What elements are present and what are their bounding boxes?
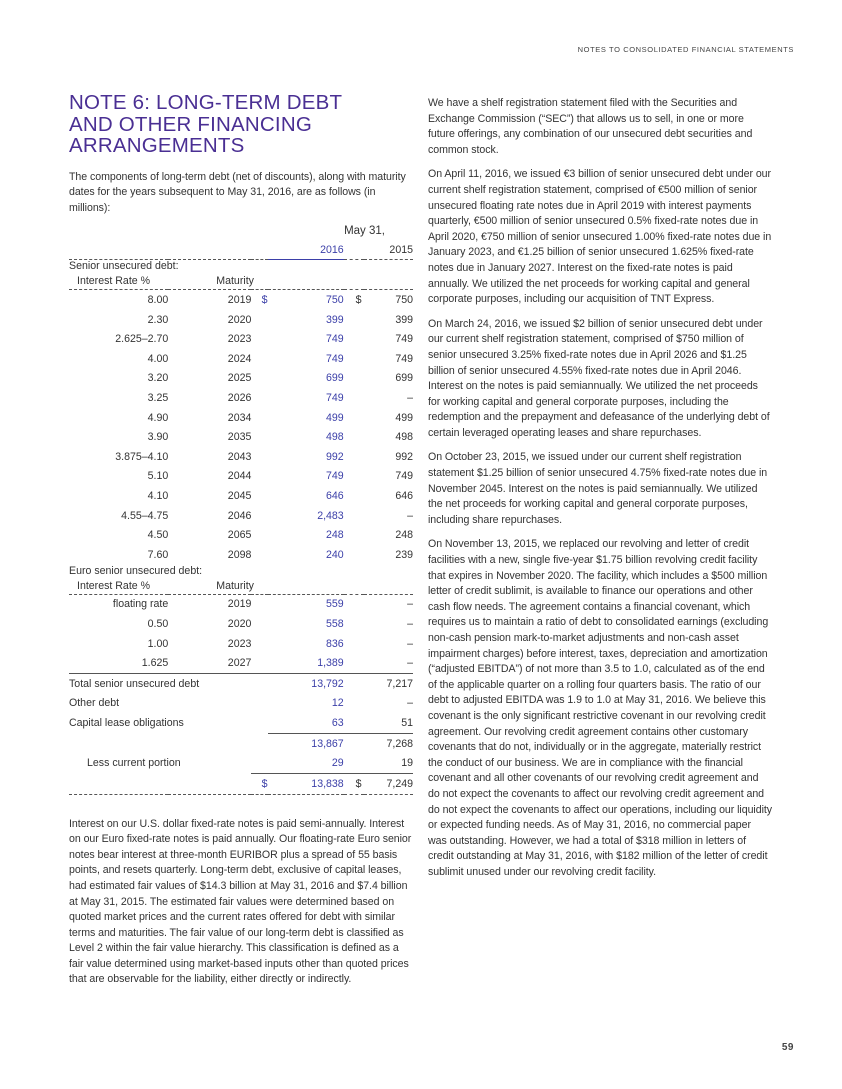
value-2016-cell: 749	[326, 470, 344, 483]
value-2015-cell: –	[407, 657, 413, 670]
senior-debt-row	[69, 349, 413, 369]
net-debt-2016: 13,838	[268, 773, 344, 794]
dollar-sign-2015	[344, 525, 365, 545]
april-issuance-paragraph: On April 11, 2016, we issued €3 billion of senior unsecured debt under our current shelf registration statement, comprised of €500 million of senior unsecured floating rate notes due in April 2019 with interest payments quarterly, €500 million of senior unsecured 0.5% fixed-rate notes due in April 2020, €750 million of senior unsecured 1.00% fixed-rate notes due in January 2023, and €1.25 billion of senior unsecured 1.625% fixed-rate notes due in January 2027. Interest on the fixed-rate notes is paid annually. We utilized the net proceeds for working capital and general corporate purposes, including our acquisition of TNT Express.	[428, 168, 772, 306]
dollar-sign-2016	[251, 427, 267, 447]
value-2015-cell: 992	[395, 450, 413, 463]
current-portion-2015: 19	[401, 757, 413, 770]
intro-paragraph: The components of long-term debt (net of discounts), along with maturity dates for the years subsequent to May 31, 2016, are as follows (in millions):	[69, 170, 406, 214]
value-2016-cell: 2,483	[317, 509, 344, 522]
maturity-cell: 2043	[227, 450, 252, 463]
capital-lease-label: Capital lease obligations	[69, 717, 184, 730]
interest-rate-cell: 4.00	[147, 352, 169, 365]
dollar-sign-2016: $	[251, 773, 267, 794]
other-debt-2015: –	[407, 697, 413, 710]
maturity-cell: 2045	[227, 490, 252, 503]
value-2015-cell: –	[407, 509, 413, 522]
dollar-sign-2015	[344, 310, 365, 330]
dollar-sign-2015	[344, 653, 365, 673]
senior-debt-row	[69, 427, 413, 447]
march-issuance-paragraph: On March 24, 2016, we issued $2 billion of senior unsecured debt under our current shelf registration statement, comprised of $750 million of senior unsecured 3.25% fixed-rate notes due in April 2026 and $1.25 billion of senior unsecured 4.55% fixed-rate notes due in April 2046. Interest on the notes is paid semiannually. We utilized the net proceeds for working capital and general corporate purposes, including the redemption and the prepayment and defeasance of the underlying debt of certain leveraged operating leases and share repurchases.	[428, 317, 770, 439]
maturity-cell: 2023	[227, 637, 252, 650]
dollar-sign-2016	[251, 486, 267, 506]
value-2015-cell: –	[407, 598, 413, 611]
dollar-sign-2015	[344, 467, 365, 487]
dollar-sign-2016	[251, 594, 267, 614]
dollar-sign-2015: $	[344, 773, 365, 794]
value-2016-cell: 248	[326, 529, 344, 542]
current-portion-row	[69, 753, 413, 773]
value-2015-cell: 399	[395, 313, 413, 326]
senior-debt-row	[69, 545, 413, 565]
maturity-cell: 2034	[227, 411, 252, 424]
total-senior-2016: 13,792	[268, 673, 344, 693]
dollar-sign-2015	[344, 408, 365, 428]
other-debt-row	[69, 694, 413, 714]
dollar-sign-2015	[344, 447, 365, 467]
maturity-cell: 2020	[227, 313, 252, 326]
value-2015-cell: 749	[395, 470, 413, 483]
long-term-debt-table	[69, 221, 413, 794]
euro-debt-row	[69, 634, 413, 654]
interest-rate-cell: floating rate	[112, 598, 169, 611]
euro-debt-row	[69, 614, 413, 634]
senior-debt-row	[69, 329, 413, 349]
maturity-cell: 2025	[227, 372, 252, 385]
value-2015-cell: 248	[395, 529, 413, 542]
note-title-line-1: NOTE 6: LONG-TERM DEBT	[69, 91, 343, 114]
interest-rate-cell: 4.90	[147, 411, 169, 424]
net-long-term-debt-row	[69, 773, 413, 794]
interest-rate-cell: 3.875–4.10	[115, 450, 169, 463]
dollar-sign-2015: $	[355, 294, 362, 307]
euro-debt-row	[69, 594, 413, 614]
maturity-cell: 2098	[227, 548, 252, 561]
value-2016-cell: 836	[326, 637, 344, 650]
left-column	[69, 92, 413, 988]
october-issuance-paragraph: On October 23, 2015, we issued under our current shelf registration statement $1.25 billion of senior unsecured 4.75% fixed-rate notes due in November 2045. Interest on the notes is paid semiannually. We utilized the net proceeds for working capital and general corporate purposes, including share repurchases.	[428, 451, 768, 526]
other-debt-label: Other debt	[69, 697, 120, 710]
dollar-sign-2016	[251, 388, 267, 408]
interest-rate-cell: 8.00	[147, 294, 169, 307]
credit-facility-paragraph: On November 13, 2015, we replaced our revolving and letter of credit facilities with a new, single five-year $1.75 billion revolving credit facility that expires in November 2020. The facility, which includes a $500 million letter of credit sublimit, is available to finance our operations and other cash flow needs. The agreement contains a financial covenant, which requires us to maintain a ratio of debt to consolidated earnings (excluding non-cash pension mark-to-market adjustments and non-cash asset impairment charges) before interest, taxes, depreciation and amortization (“adjusted EBITDA”) of not more than 3.5 to 1.0, calculated as of the end of the applicable quarter on a rolling four quarters basis. The ratio of our debt to adjusted EBITDA was 1.9 to 1.0 at May 31, 2016. We believe this covenant is the only significant restrictive covenant in our revolving credit agreement. Our revolving credit agreement contains other customary covenants that do not, individually or in the aggregate, materially restrict the conduct of our business. We are in compliance with the financial covenant and all other covenants of our revolving credit agreement and do not expect the covenants to affect our revolving credit agreement and do not expect the covenants to affect our operations, including our liquidity or expected funding needs. As of May 31, 2016, no commercial paper was outstanding. However, we had a total of $318 million in letters of credit outstanding at May 31, 2016, with $182 million of the letter of credit sublimit unused under our revolving credit facility.	[428, 538, 773, 878]
maturity-cell: 2035	[227, 431, 252, 444]
maturity-cell: 2019	[227, 294, 252, 307]
net-debt-2015: 7,249	[364, 773, 413, 794]
maturity-cell: 2020	[227, 617, 252, 630]
value-2016-cell: 749	[326, 352, 344, 365]
year-2015-header: 2015	[344, 241, 413, 260]
maturity-cell: 2044	[227, 470, 252, 483]
senior-debt-row	[69, 486, 413, 506]
rate-column-header: Interest Rate %	[69, 273, 168, 290]
euro-debt-row	[69, 653, 413, 673]
shelf-registration-paragraph: We have a shelf registration statement filed with the Securities and Exchange Commission (“SEC”) that allows us to sell, in one or more future offerings, any combination of our unsecured debt securities and common stock.	[428, 97, 753, 156]
euro-category-label: Euro senior unsecured debt:	[69, 564, 203, 577]
dollar-sign-2016	[251, 545, 267, 565]
page-number: 59	[781, 1042, 794, 1053]
senior-debt-row	[69, 369, 413, 389]
capital-lease-2015: 51	[401, 716, 413, 729]
dollar-sign-2015	[344, 486, 365, 506]
maturity-cell: 2027	[227, 657, 252, 670]
value-2016-cell: 750	[326, 294, 344, 307]
value-2016-cell: 558	[326, 617, 344, 630]
senior-category-label: Senior unsecured debt:	[69, 260, 179, 273]
total-senior-2015: 7,217	[344, 673, 413, 693]
dollar-sign-2015	[344, 545, 365, 565]
interest-rate-cell: 4.10	[147, 490, 169, 503]
value-2016-cell: 749	[326, 333, 344, 346]
dollar-sign-2015	[344, 614, 365, 634]
dollar-sign-2016	[251, 525, 267, 545]
value-2016-cell: 699	[326, 372, 344, 385]
dollar-sign-2016	[251, 653, 267, 673]
dollar-sign-2016	[251, 408, 267, 428]
value-2016-cell: 646	[326, 490, 344, 503]
period-label: May 31,	[344, 225, 385, 238]
value-2016-cell: 499	[326, 411, 344, 424]
interest-rate-cell: 4.55–4.75	[121, 509, 169, 522]
value-2015-cell: 699	[395, 372, 413, 385]
interest-rate-cell: 3.90	[147, 431, 169, 444]
dollar-sign-2016	[251, 310, 267, 330]
dollar-sign-2016	[251, 614, 267, 634]
dollar-sign-2016: $	[261, 294, 268, 307]
interest-rate-cell: 7.60	[147, 548, 169, 561]
note-title	[69, 92, 413, 157]
subtotal-row	[69, 733, 413, 753]
total-senior-label: Total senior unsecured debt	[69, 673, 268, 693]
value-2015-cell: 646	[395, 490, 413, 503]
capital-lease-row	[69, 713, 413, 733]
interest-rate-cell: 3.20	[147, 372, 169, 385]
interest-rate-cell: 2.30	[147, 313, 169, 326]
value-2015-cell: 749	[395, 333, 413, 346]
dollar-sign-2015	[344, 427, 365, 447]
value-2015-cell: –	[407, 617, 413, 630]
interest-rate-cell: 4.50	[147, 529, 169, 542]
interest-rate-cell: 2.625–2.70	[115, 333, 169, 346]
euro-category-row	[69, 565, 413, 578]
value-2016-cell: 1,389	[317, 657, 344, 670]
maturity-cell: 2046	[227, 509, 252, 522]
interest-rate-cell: 3.25	[147, 392, 169, 405]
maturity-cell: 2023	[227, 333, 252, 346]
interest-paragraph: Interest on our U.S. dollar fixed-rate notes is paid semi-annually. Interest on our Euro fixed-rate notes is paid annually. Our floating-rate Euro senior notes bear interest at three-month EURIBOR plus a spread of 55 basis points, and resets quarterly. Long-term debt, exclusive of capital leases, had estimated fair values of $14.3 billion at May 31, 2016 and $7.4 billion at May 31, 2015. The estimated fair values were determined based on quoted market prices and the current rates offered for debt with similar terms and maturities. The fair value of our long-term debt is classified as Level 2 within the fair value hierarchy. This classification is defined as a fair value determined using market-based inputs other than quoted prices that are observable for the liability, either directly or indirectly.	[69, 817, 412, 986]
dollar-sign-2015	[344, 329, 365, 349]
dollar-sign-2015	[344, 506, 365, 526]
value-2016-cell: 240	[326, 548, 344, 561]
interest-rate-cell: 1.625	[141, 657, 169, 670]
interest-rate-cell: 5.10	[147, 470, 169, 483]
senior-category-row	[69, 260, 413, 274]
dollar-sign-2016	[251, 349, 267, 369]
maturity-column-header: Maturity	[168, 273, 413, 290]
maturity-column-header: Maturity	[168, 578, 413, 595]
senior-debt-row	[69, 290, 413, 310]
euro-subheader-row	[69, 578, 413, 595]
dollar-sign-2015	[344, 369, 365, 389]
value-2015-cell: 498	[395, 431, 413, 444]
value-2016-cell: 992	[326, 450, 344, 463]
note-title-line-2: AND OTHER FINANCING	[69, 112, 312, 136]
value-2015-cell: –	[407, 392, 413, 405]
senior-debt-row	[69, 525, 413, 545]
senior-debt-row	[69, 408, 413, 428]
rate-column-header: Interest Rate %	[69, 578, 168, 595]
right-column	[428, 96, 772, 890]
dollar-sign-2015	[344, 388, 365, 408]
senior-debt-row	[69, 310, 413, 330]
value-2015-cell: 750	[395, 294, 413, 307]
value-2015-cell: 499	[395, 411, 413, 424]
value-2015-cell: 239	[395, 548, 413, 561]
value-2016-cell: 749	[326, 392, 344, 405]
dollar-sign-2016	[251, 467, 267, 487]
value-2016-cell: 559	[326, 598, 344, 611]
dollar-sign-2016	[251, 329, 267, 349]
value-2015-cell: –	[407, 637, 413, 650]
dollar-sign-2016	[251, 447, 267, 467]
maturity-cell: 2019	[227, 598, 252, 611]
senior-debt-row	[69, 506, 413, 526]
interest-rate-cell: 0.50	[147, 617, 169, 630]
note-title-line-3: ARRANGEMENTS	[69, 134, 245, 157]
other-debt-2016: 12	[331, 697, 344, 710]
interest-rate-cell: 1.00	[147, 637, 169, 650]
dollar-sign-2016	[251, 506, 267, 526]
value-2016-cell: 498	[326, 431, 344, 444]
maturity-cell: 2024	[227, 352, 252, 365]
subtotal-2016: 13,867	[268, 733, 344, 753]
total-senior-row	[69, 673, 413, 693]
dollar-sign-2016	[251, 369, 267, 389]
dollar-sign-2016	[251, 634, 267, 654]
senior-debt-row	[69, 447, 413, 467]
value-2015-cell: 749	[395, 352, 413, 365]
dollar-sign-2015	[344, 594, 365, 614]
current-portion-label: Less current portion	[87, 757, 181, 770]
senior-debt-row	[69, 388, 413, 408]
value-2016-cell: 399	[326, 313, 344, 326]
section-header: NOTES TO CONSOLIDATED FINANCIAL STATEMENTS	[577, 45, 794, 54]
senior-debt-row	[69, 467, 413, 487]
dollar-sign-2015	[344, 634, 365, 654]
senior-subheader-row	[69, 273, 413, 290]
subtotal-2015: 7,268	[344, 733, 413, 753]
current-portion-2016: 29	[331, 757, 344, 770]
dollar-sign-2015	[344, 349, 365, 369]
year-2016-header: 2016	[268, 241, 344, 260]
maturity-cell: 2026	[227, 392, 252, 405]
capital-lease-2016: 63	[331, 716, 344, 729]
period-header-row	[69, 221, 413, 241]
maturity-cell: 2065	[227, 529, 252, 542]
year-header-row	[69, 241, 413, 260]
